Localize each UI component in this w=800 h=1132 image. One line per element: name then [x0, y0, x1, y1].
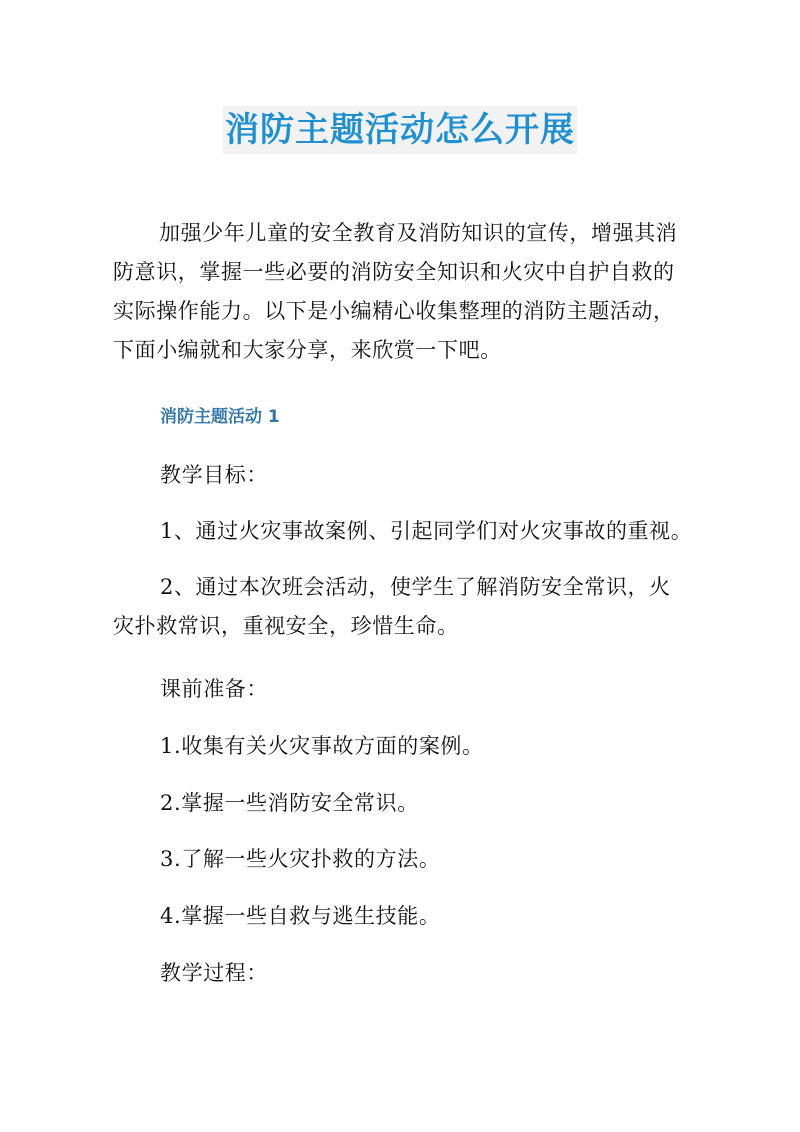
title-container	[0, 106, 800, 154]
preparation-heading: 课前准备：	[160, 677, 268, 701]
section-heading: 消防主题活动 1	[160, 407, 280, 427]
page-title: 消防主题活动怎么开展	[223, 106, 577, 154]
preparation-item: 3.了解一些火灾扑救的方法。	[160, 847, 441, 871]
process-heading: 教学过程：	[160, 961, 268, 985]
teaching-goal-item: 2、通过本次班会活动，使学生了解消防安全常识，火灾扑救常识，重视安全，珍惜生命。	[113, 575, 671, 638]
teaching-goals-heading: 教学目标：	[160, 463, 268, 487]
intro-paragraph: 加强少年儿童的安全教育及消防知识的宣传，增强其消防意识，掌握一些必要的消防安全知识和火灾中自护自救的实际操作能力。以下是小编精心收集整理的消防主题活动，下面小编就和大家分享，来欣赏一下吧。	[113, 221, 678, 362]
preparation-item: 2.掌握一些消防安全常识。	[160, 791, 419, 815]
teaching-goal-item: 1、通过火灾事故案例、引起同学们对火灾事故的重视。	[160, 519, 693, 543]
preparation-item: 1.收集有关火灾事故方面的案例。	[160, 734, 484, 758]
preparation-item: 4.掌握一些自救与逃生技能。	[160, 904, 441, 928]
